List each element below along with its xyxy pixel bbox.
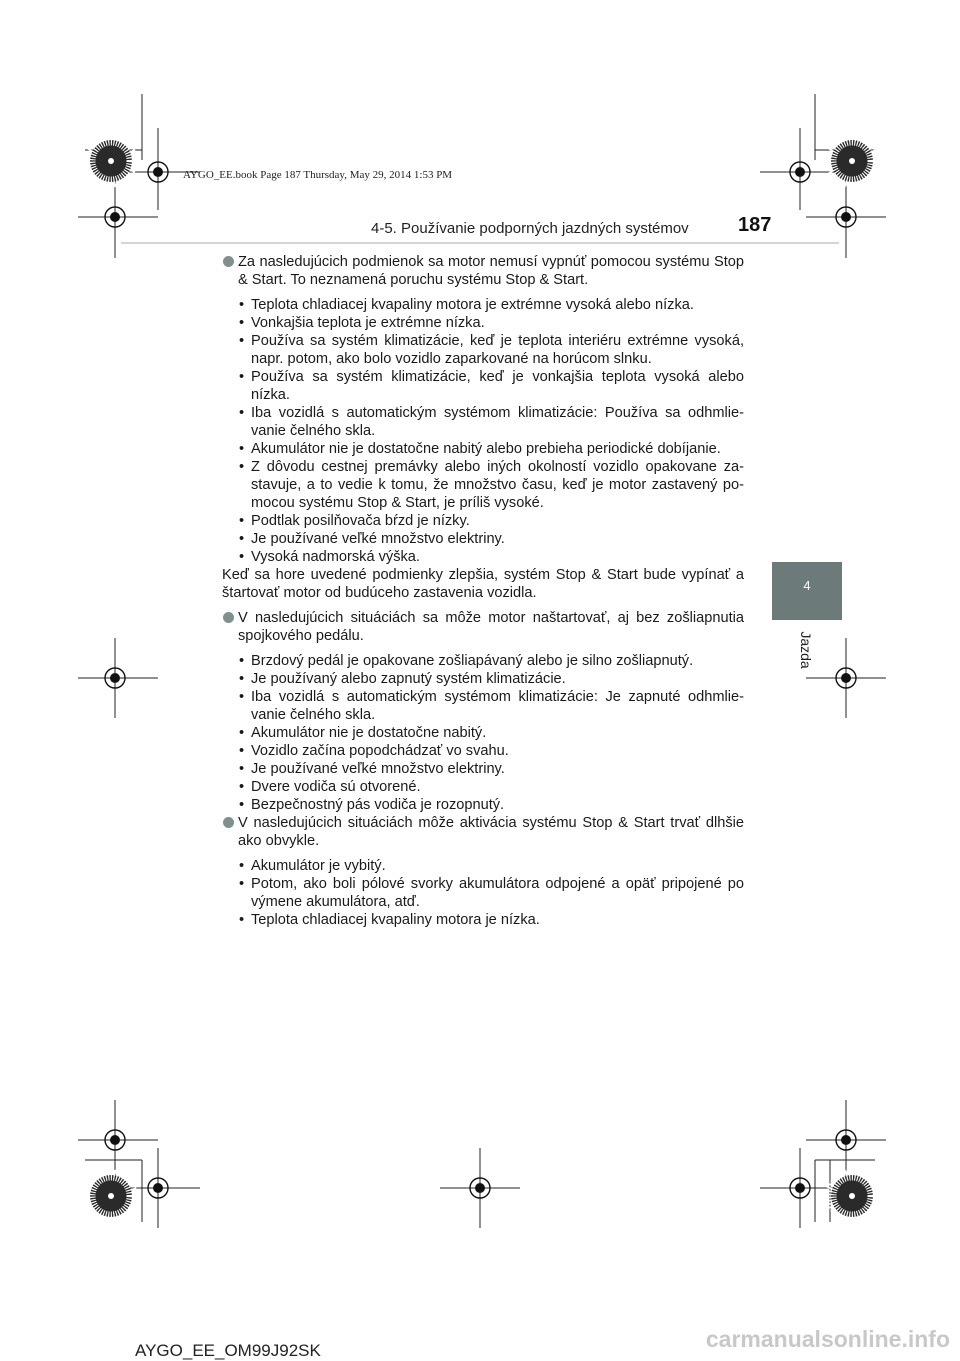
list-item: • Akumulátor nie je dostatočne nabitý.: [222, 724, 744, 742]
bullet-dot-icon: [223, 817, 234, 828]
bullet-paragraph: [222, 253, 744, 289]
watermark: carmanualsonline.info: [705, 1326, 950, 1352]
bullet-paragraph: [222, 609, 744, 645]
chapter-label: [791, 630, 821, 670]
document-code: AYGO_EE_OM99J92SK: [135, 1341, 321, 1360]
list-item: • Akumulátor nie je dostatočne nabitý alebo prebieha periodické dobíjanie.: [222, 440, 744, 458]
list-item: • Je používané veľké množstvo elektriny.: [222, 760, 744, 778]
book-stamp: AYGO_EE.book Page 187 Thursday, May 29, 2014 1:53 PM: [183, 169, 453, 181]
paragraph-text: Za nasledujúcich podmienok sa motor nemusí vypnúť pomocou systému Stop & Start. To neznamená poruchu systému Stop & Start.: [238, 254, 744, 288]
list-item: • Podtlak posilňovača bŕzd je nízky.: [222, 512, 744, 530]
list-item: • Používa sa systém klimatizácie, keď je teplota interiéru extrémne vysoká, napr. potom, ako bolo vozidlo zaparkované na horúcom slnku.: [222, 332, 744, 368]
page-content: [222, 253, 744, 929]
list-item: • Teplota chladiacej kvapaliny motora je extrémne vysoká alebo nízka.: [222, 296, 744, 314]
condition-list: [222, 296, 744, 566]
list-item: • Je používané veľké množstvo elektriny.: [222, 530, 744, 548]
list-item: • Teplota chladiacej kvapaliny motora je nízka.: [222, 911, 744, 929]
list-item: • Vysoká nadmorská výška.: [222, 548, 744, 566]
list-item: • Potom, ako boli pólové svorky akumulátora odpojené a opäť pripojené po výmene akumulátora, atď.: [222, 875, 744, 911]
bullet-dot-icon: [223, 256, 234, 267]
list-item: • Je používaný alebo zapnutý systém klimatizácie.: [222, 670, 744, 688]
list-item: • Vozidlo začína popodchádzať vo svahu.: [222, 742, 744, 760]
list-item: • Používa sa systém klimatizácie, keď je vonkajšia teplota vysoká alebo nízka.: [222, 368, 744, 404]
section-title: 4-5. Používanie podporných jazdných systémov: [371, 220, 689, 237]
list-item: • Vonkajšia teplota je extrémne nízka.: [222, 314, 744, 332]
list-item: • Dvere vodiča sú otvorené.: [222, 778, 744, 796]
condition-list: [222, 652, 744, 814]
list-item: • Iba vozidlá s automatickým systémom klimatizácie: Používa sa odhmlievanie čelného skla.: [222, 404, 744, 440]
list-item: • Brzdový pedál je opakovane zošliapávaný alebo je silno zošliapnutý.: [222, 652, 744, 670]
paragraph-text: V nasledujúcich situáciách môže aktivácia systému Stop & Start trvať dlhšie ako obvykle.: [238, 815, 744, 849]
bullet-dot-icon: [223, 612, 234, 623]
chapter-label-text: Jazda: [798, 631, 814, 669]
header-rule: [121, 242, 839, 244]
page-number: 187: [738, 214, 772, 236]
condition-list: [222, 857, 744, 929]
list-item: • Z dôvodu cestnej premávky alebo iných okolností vozidlo opakovane zastavuje, a to vedie k tomu, že množstvo času, keď je motor zastavený pomocou systému Stop & Start, je príliš vysoké.: [222, 458, 744, 512]
chapter-tab: [772, 562, 842, 620]
paragraph-text: V nasledujúcich situáciách sa môže motor naštartovať, aj bez zošliapnutia spojkového pedálu.: [238, 610, 744, 644]
list-item: • Iba vozidlá s automatickým systémom klimatizácie: Je zapnuté odhmlievanie čelného skla.: [222, 688, 744, 724]
list-item: • Bezpečnostný pás vodiča je rozopnutý.: [222, 796, 744, 814]
bullet-paragraph: [222, 814, 744, 850]
chapter-number: 4: [803, 578, 811, 593]
list-item: • Akumulátor je vybitý.: [222, 857, 744, 875]
paragraph-text: Keď sa hore uvedené podmienky zlepšia, systém Stop & Start bude vypínať a štartovať motor od budúceho zastavenia vozidla.: [222, 567, 744, 601]
